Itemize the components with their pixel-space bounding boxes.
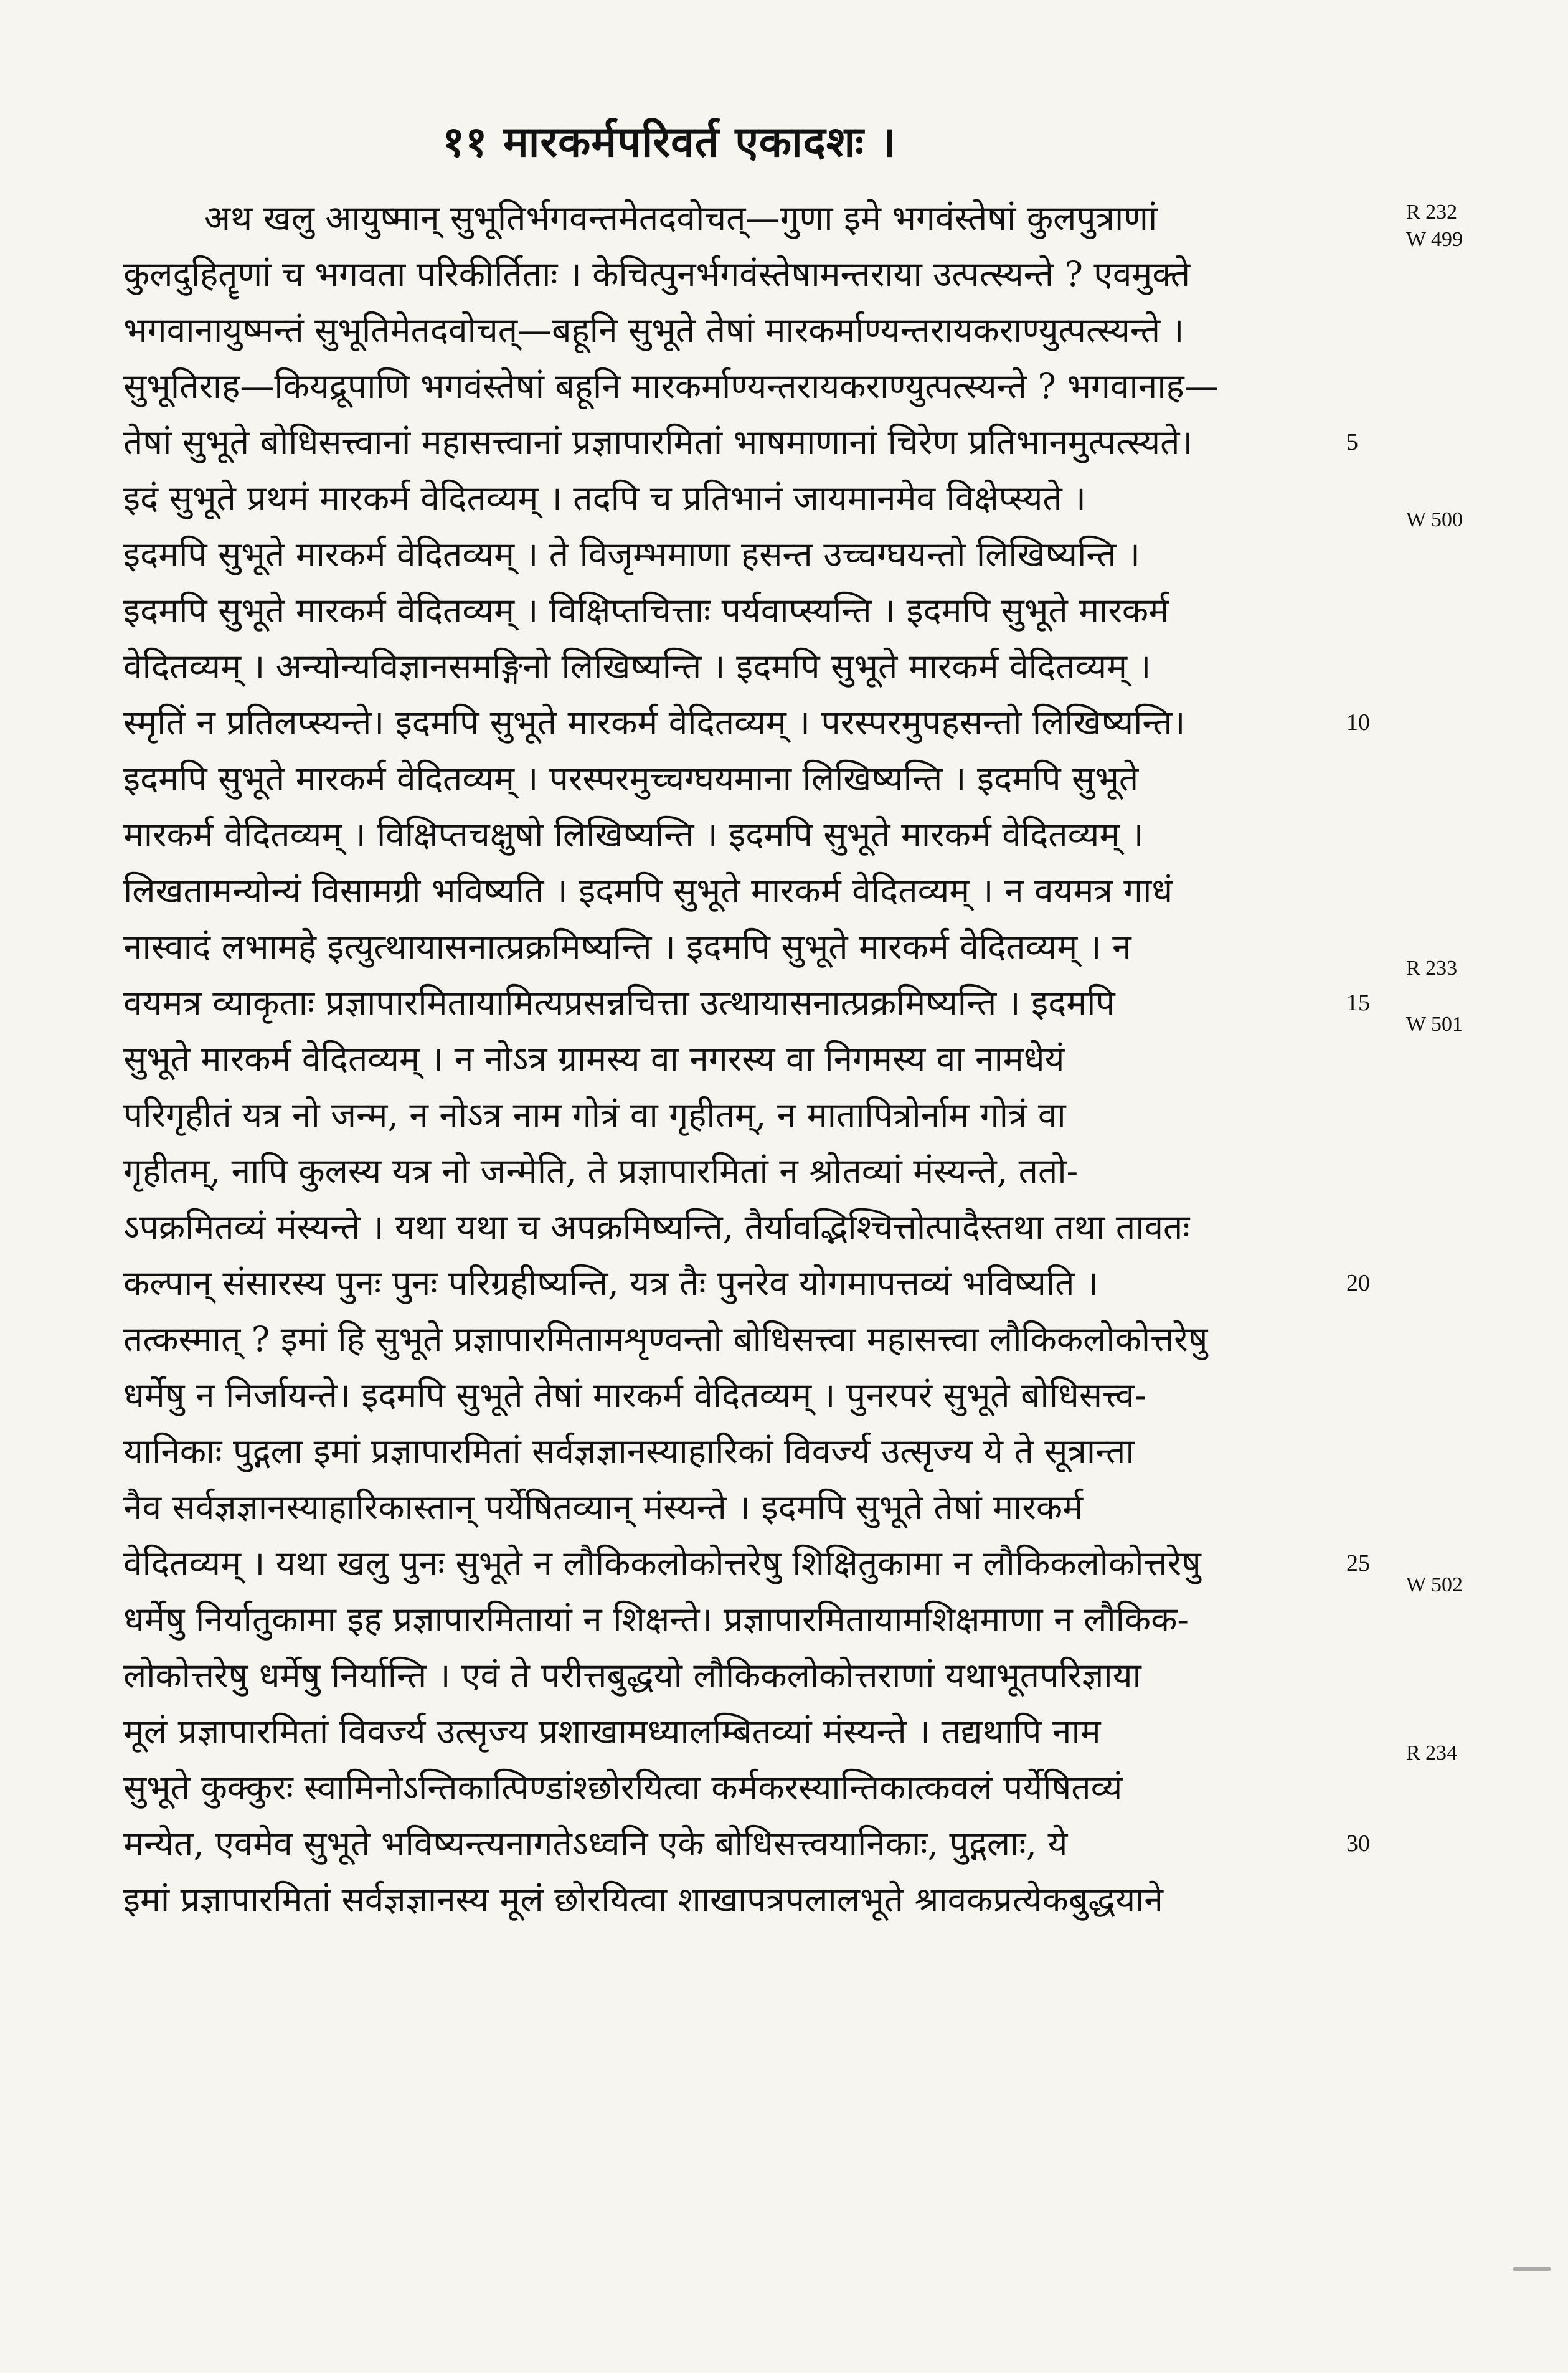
line-number: 25	[1346, 1550, 1370, 1576]
text-line: ऽपक्रमितव्यं मंस्यन्ते । यथा यथा च अपक्रमिष्यन्ति, तैर्यावद्भिश्चित्तोत्पादैस्तथा तथा तावतः	[123, 1207, 1190, 1247]
text-line: कुलदुहितॄणां च भगवता परिकीर्तिताः । केचित्पुनर्भगवंस्तेषामन्तराया उत्पत्स्यन्ते ? एवमुक्ते	[123, 254, 1191, 294]
text-line: सुभूते मारकर्म वेदितव्यम् । न नोऽत्र ग्रामस्य वा नगरस्य वा निगमस्य वा नामधेयं	[123, 1039, 1065, 1079]
margin-reference: R 232	[1406, 201, 1458, 224]
text-line: तत्कस्मात् ? इमां हि सुभूते प्रज्ञापारमितामशृण्वन्तो बोधिसत्त्वा महासत्त्वा लौकिकलोकोत्तरेषु	[123, 1319, 1208, 1359]
margin-reference: W 500	[1406, 508, 1463, 531]
text-line: अथ खलु आयुष्मान् सुभूतिर्भगवन्तमेतदवोचत्—गुणा इमे भगवंस्तेषां कुलपुत्राणां	[204, 198, 1158, 238]
text-line: इदं सुभूते प्रथमं मारकर्म वेदितव्यम् । तदपि च प्रतिभानं जायमानमेव विक्षेप्स्यते ।	[123, 478, 1087, 518]
text-line: धर्मेषु न निर्जायन्ते। इदमपि सुभूते तेषां मारकर्म वेदितव्यम् । पुनरपरं सुभूते बोधिसत्त्व-	[123, 1375, 1146, 1415]
text-line: लिखतामन्योन्यं विसामग्री भविष्यति । इदमपि सुभूते मारकर्म वेदितव्यम् । न वयमत्र गाधं	[123, 871, 1173, 911]
text-line: इदमपि सुभूते मारकर्म वेदितव्यम् । विक्षिप्तचित्ताः पर्यवाप्स्यन्ति । इदमपि सुभूते मारकर्म	[123, 590, 1169, 630]
margin-reference: R 233	[1406, 957, 1458, 980]
line-number: 15	[1346, 990, 1370, 1016]
text-line: सुभूते कुक्कुरः स्वामिनोऽन्तिकात्पिण्डांश्छोरयित्वा कर्मकरस्यान्तिकात्कवलं पर्येषितव्यं	[123, 1768, 1123, 1807]
text-line: मारकर्म वेदितव्यम् । विक्षिप्तचक्षुषो लिखिष्यन्ति । इदमपि सुभूते मारकर्म वेदितव्यम् ।	[123, 815, 1144, 855]
margin-reference: W 502	[1406, 1573, 1463, 1596]
text-line: धर्मेषु निर्यातुकामा इह प्रज्ञापारमितायां न शिक्षन्ते। प्रज्ञापारमितायामशिक्षमाणा न लौकिक-	[123, 1599, 1189, 1639]
text-line: परिगृहीतं यत्र नो जन्म, न नोऽत्र नाम गोत्रं वा गृहीतम्, न मातापित्रोर्नाम गोत्रं वा	[123, 1095, 1066, 1135]
text-line: वेदितव्यम् । यथा खलु पुनः सुभूते न लौकिकलोकोत्तरेषु शिक्षितुकामा न लौकिकलोकोत्तरेषु	[123, 1543, 1201, 1583]
text-line: लोकोत्तरेषु धर्मेषु निर्यान्ति । एवं ते परीत्तबुद्धयो लौकिकलोकोत्तराणां यथाभूतपरिज्ञाया	[123, 1655, 1141, 1695]
text-line: इदमपि सुभूते मारकर्म वेदितव्यम् । ते विजृम्भमाणा हसन्त उच्चग्घयन्तो लिखिष्यन्ति ।	[123, 534, 1140, 574]
text-line: गृहीतम्, नापि कुलस्य यत्र नो जन्मेति, ते प्रज्ञापारमितां न श्रोतव्यां मंस्यन्ते, ततो-	[123, 1151, 1079, 1191]
text-line: इमां प्रज्ञापारमितां सर्वज्ञज्ञानस्य मूलं छोरयित्वा शाखापत्रपलालभूते श्रावकप्रत्येकबुद्धयाने	[123, 1880, 1163, 1920]
text-line: कल्पान् संसारस्य पुनः पुनः परिग्रहीष्यन्ति, यत्र तैः पुनरेव योगमापत्तव्यं भविष्यति ।	[123, 1263, 1098, 1303]
text-line: यानिकाः पुद्गला इमां प्रज्ञापारमितां सर्वज्ञज्ञानस्याहारिकां विवर्ज्य उत्सृज्य ये ते सूत्रान्ता	[123, 1431, 1135, 1471]
margin-reference: W 501	[1406, 1013, 1463, 1036]
text-line: स्मृतिं न प्रतिलप्स्यन्ते। इदमपि सुभूते मारकर्म वेदितव्यम् । परस्परमुपहसन्तो लिखिष्यन्ति।	[123, 703, 1186, 742]
margin-reference: W 499	[1406, 228, 1463, 251]
text-line: वेदितव्यम् । अन्योन्यविज्ञानसमङ्गिनो लिखिष्यन्ति । इदमपि सुभूते मारकर्म वेदितव्यम् ।	[123, 647, 1151, 686]
text-line: नैव सर्वज्ञज्ञानस्याहारिकास्तान् पर्येषितव्यान् मंस्यन्ते । इदमपि सुभूते तेषां मारकर्म	[123, 1487, 1083, 1527]
line-number: 10	[1346, 709, 1370, 736]
chapter-title: ११ मारकर्मपरिवर्त एकादशः ।	[442, 117, 897, 167]
text-line: मूलं प्रज्ञापारमितां विवर्ज्य उत्सृज्य प्रशाखामध्यालम्बितव्यां मंस्यन्ते । तद्यथापि नाम	[123, 1712, 1101, 1751]
text-line: सुभूतिराह—कियद्रूपाणि भगवंस्तेषां बहूनि मारकर्माण्यन्तरायकराण्युत्पत्स्यन्ते ? भगवानाह—	[123, 366, 1219, 406]
scan-mark	[1513, 2267, 1551, 2271]
line-number: 20	[1346, 1270, 1370, 1296]
text-line: नास्वादं लभामहे इत्युत्थायासनात्प्रक्रमिष्यन्ति । इदमपि सुभूते मारकर्म वेदितव्यम् । न	[123, 927, 1131, 967]
text-line: मन्येत, एवमेव सुभूते भविष्यन्त्यनागतेऽध्वनि एके बोधिसत्त्वयानिकाः, पुद्गलाः, ये	[123, 1824, 1068, 1864]
main-text	[123, 190, 1344, 2133]
margin-reference: R 234	[1406, 1741, 1458, 1764]
line-number: 30	[1346, 1831, 1370, 1857]
text-line: भगवानायुष्मन्तं सुभूतिमेतदवोचत्—बहूनि सुभूते तेषां मारकर्माण्यन्तरायकराण्युत्पत्स्यन्ते ।	[123, 310, 1184, 350]
text-line: वयमत्र व्याकृताः प्रज्ञापारमितायामित्यप्रसन्नचित्ता उत्थायासनात्प्रक्रमिष्यन्ति । इदमपि	[123, 983, 1115, 1023]
text-line: इदमपि सुभूते मारकर्म वेदितव्यम् । परस्परमुच्चग्घयमाना लिखिष्यन्ति । इदमपि सुभूते	[123, 759, 1139, 798]
line-number: 5	[1346, 429, 1358, 455]
text-line: तेषां सुभूते बोधिसत्त्वानां महासत्त्वानां प्रज्ञापारमितां भाषमाणानां चिरेण प्रतिभानमुत्पत्स्यते।	[123, 422, 1193, 462]
